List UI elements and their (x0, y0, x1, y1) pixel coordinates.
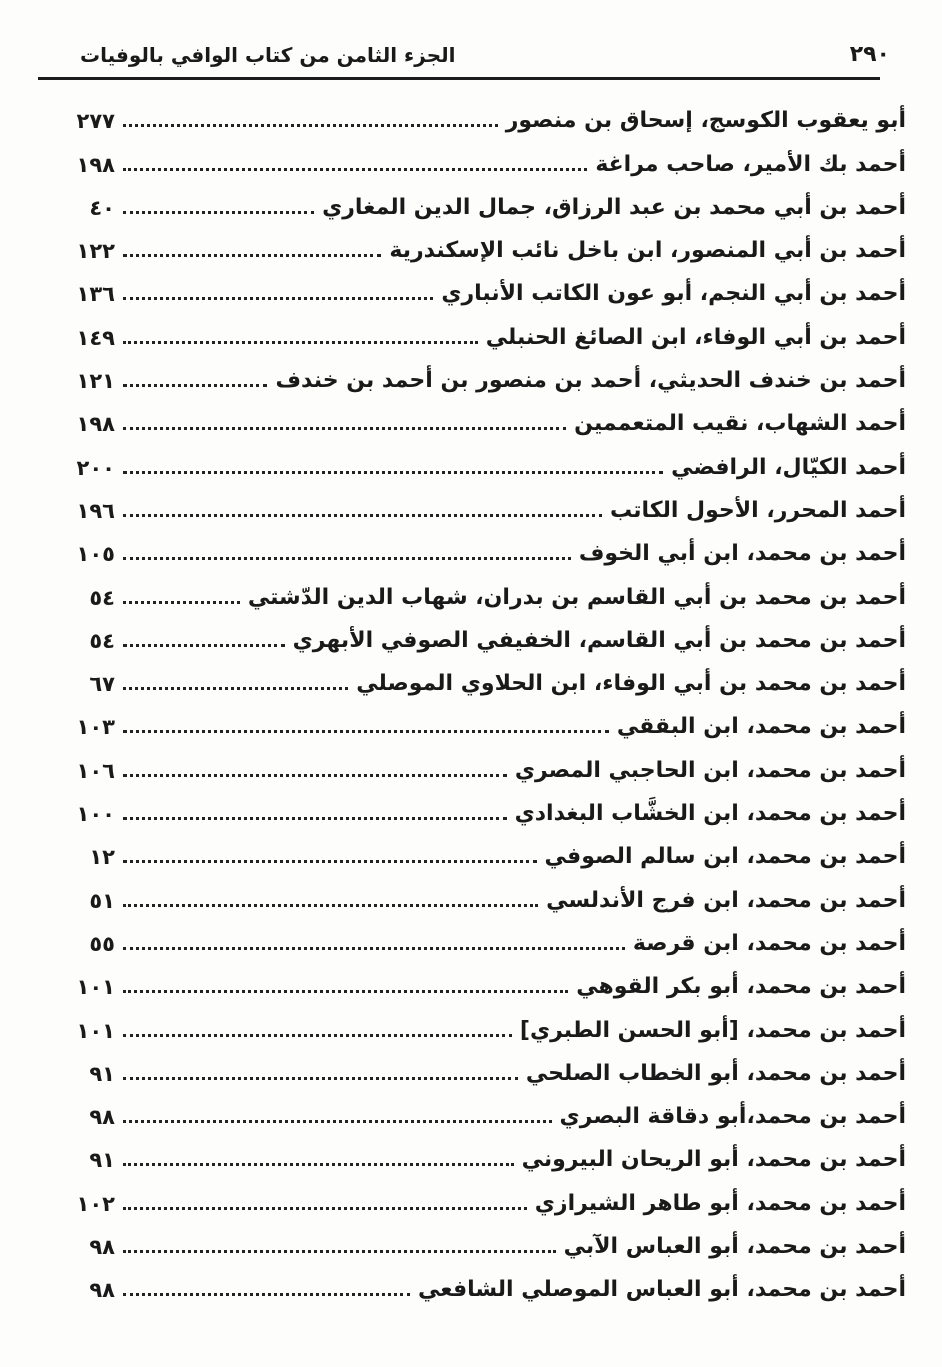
entry-name: أحمد بن محمد، ابن قرصة (632, 930, 906, 956)
entry-name: أحمد بن أبي النجم، أبو عون الكاتب الأنباري (441, 281, 906, 307)
dotted-leader (123, 601, 240, 604)
entry-page-number: ٩٨ (89, 1278, 115, 1303)
index-list (0, 80, 942, 1305)
index-entry-row (58, 1046, 906, 1089)
index-entry-row (58, 223, 906, 266)
dotted-leader (123, 514, 602, 517)
entry-name: أحمد بن محمد، أبو العباس الموصلي الشافعي (418, 1277, 906, 1303)
entry-name: أحمد بن محمد، ابن فرج الأندلسي (546, 887, 906, 913)
entry-page-number: ٥٥ (89, 931, 115, 956)
entry-name: أحمد بن محمد،أبو دقاقة البصري (559, 1104, 906, 1130)
entry-page-number: ١٢ (89, 845, 115, 870)
dotted-leader (123, 427, 566, 430)
index-entry-row (58, 613, 906, 656)
entry-page-number: ٢٧٧ (76, 109, 115, 134)
entry-page-number: ١٠١ (76, 975, 115, 1000)
entry-name: أحمد بن خندف الحديثي، أحمد بن منصور بن أحمد بن خندف (275, 368, 906, 394)
dotted-leader (123, 471, 663, 474)
index-entry-row (58, 396, 906, 439)
dotted-leader (123, 557, 571, 560)
index-entry-row (58, 959, 906, 1002)
entry-page-number: ١٩٨ (76, 152, 115, 177)
entry-page-number: ٩١ (89, 1148, 115, 1173)
index-entry-row (58, 569, 906, 612)
index-entry-row (58, 353, 906, 396)
entry-name: أحمد الشهاب، نقيب المتعممين (574, 411, 906, 437)
dotted-leader (123, 947, 625, 950)
entry-page-number: ١٩٨ (76, 412, 115, 437)
index-entry-row (58, 872, 906, 915)
index-entry-row (58, 483, 906, 526)
entry-page-number: ١٠٢ (76, 1191, 115, 1216)
entry-name: أحمد بن محمد، ابن أبي الخوف (578, 541, 906, 567)
entry-name: أحمد بن محمد، ابن البققي (616, 714, 906, 740)
entry-name: أحمد بن محمد بن أبي الوفاء، ابن الحلاوي الموصلي (356, 671, 906, 697)
index-entry-row (58, 916, 906, 959)
index-entry-row (58, 1219, 906, 1262)
entry-name: أحمد بك الأمير، صاحب مراغة (595, 151, 906, 177)
dotted-leader (123, 774, 507, 777)
entry-page-number: ٤٠ (89, 195, 115, 220)
dotted-leader (123, 297, 433, 300)
index-entry-row (58, 786, 906, 829)
dotted-leader (123, 990, 568, 993)
entry-page-number: ٦٧ (89, 672, 115, 697)
entry-name: أحمد بن محمد، أبو بكر القوهي (576, 974, 906, 1000)
entry-name: أحمد بن أبي المنصور، ابن باخل نائب الإسكندرية (389, 238, 906, 264)
entry-name: أحمد بن محمد، ابن سالم الصوفي (544, 844, 906, 870)
entry-name: أحمد بن محمد، أبو العباس الآبي (563, 1234, 906, 1260)
index-entry-row (58, 266, 906, 309)
index-entry-row (58, 1002, 906, 1045)
dotted-leader (123, 1207, 527, 1210)
index-entry-row (58, 180, 906, 223)
index-entry-row (58, 656, 906, 699)
entry-page-number: ٢٠٠ (76, 455, 115, 480)
entry-page-number: ٥١ (89, 888, 115, 913)
dotted-leader (123, 254, 381, 257)
dotted-leader (123, 644, 285, 647)
dotted-leader (123, 860, 537, 863)
entry-name: أحمد بن محمد، أبو الريحان البيروني (521, 1147, 906, 1173)
entry-name: أحمد بن محمد بن أبي القاسم، الخفيفي الصوفي الأبهري (292, 627, 906, 653)
entry-page-number: ٩٨ (89, 1105, 115, 1130)
index-entry-row (58, 439, 906, 482)
entry-page-number: ١٠٦ (76, 758, 115, 783)
entry-page-number: ٥٤ (89, 628, 115, 653)
dotted-leader (123, 904, 538, 907)
dotted-leader (123, 687, 348, 690)
index-entry-row (58, 1089, 906, 1132)
entry-page-number: ١٢١ (76, 369, 115, 394)
index-entry-row (58, 526, 906, 569)
index-entry-row (58, 93, 906, 136)
entry-name: أحمد الكيّال، الرافضي (671, 454, 906, 480)
entry-name: أبو يعقوب الكوسج، إسحاق بن منصور (505, 108, 906, 134)
dotted-leader (123, 168, 587, 171)
dotted-leader (123, 730, 609, 733)
entry-page-number: ١٩٦ (76, 498, 115, 523)
index-entry-row (58, 699, 906, 742)
dotted-leader (123, 1293, 410, 1296)
dotted-leader (123, 1163, 514, 1166)
dotted-leader (123, 1250, 556, 1253)
index-entry-row (58, 1132, 906, 1175)
dotted-leader (123, 124, 498, 127)
dotted-leader (123, 384, 267, 387)
entry-name: أحمد بن محمد، أبو الخطاب الصلحي (525, 1060, 906, 1086)
index-entry-row (58, 136, 906, 179)
dotted-leader (123, 817, 507, 820)
dotted-leader (123, 1034, 512, 1037)
entry-page-number: ١٣٦ (76, 282, 115, 307)
index-entry-row (58, 742, 906, 785)
page-header (0, 0, 942, 75)
dotted-leader (123, 211, 314, 214)
entry-page-number: ١٠١ (76, 1018, 115, 1043)
entry-page-number: ٩٨ (89, 1235, 115, 1260)
book-title: الجزء الثامن من كتاب الوافي بالوفيات (80, 43, 456, 67)
entry-name: أحمد المحرر، الأحول الكاتب (609, 497, 906, 523)
dotted-leader (123, 1077, 518, 1080)
entry-name: أحمد بن محمد، ابن الحاجبي المصري (514, 757, 906, 783)
entry-name: أحمد بن محمد بن أبي القاسم بن بدران، شهاب الدين الدّشتي (247, 584, 906, 610)
dotted-leader (123, 1120, 552, 1123)
entry-page-number: ١٢٢ (76, 239, 115, 264)
entry-page-number: ١٠٥ (76, 542, 115, 567)
entry-name: أحمد بن محمد، ابن الخشَّاب البغدادي (514, 801, 906, 827)
index-entry-row (58, 309, 906, 352)
entry-page-number: ١٠٠ (76, 802, 115, 827)
entry-page-number: ٥٤ (89, 585, 115, 610)
entry-name: أحمد بن محمد، [أبو الحسن الطبري] (519, 1017, 906, 1043)
entry-name: أحمد بن محمد، أبو طاهر الشيرازي (534, 1190, 906, 1216)
index-entry-row (58, 829, 906, 872)
entry-page-number: ١٠٣ (76, 715, 115, 740)
folio-page-number: ٢٩٠ (849, 42, 890, 67)
entry-name: أحمد بن أبي محمد بن عبد الرزاق، جمال الدين المغاري (322, 194, 906, 220)
entry-page-number: ٩١ (89, 1061, 115, 1086)
dotted-leader (123, 341, 478, 344)
entry-name: أحمد بن أبي الوفاء، ابن الصائغ الحنبلي (485, 324, 906, 350)
entry-page-number: ١٤٩ (76, 325, 115, 350)
index-entry-row (58, 1262, 906, 1305)
index-entry-row (58, 1175, 906, 1218)
